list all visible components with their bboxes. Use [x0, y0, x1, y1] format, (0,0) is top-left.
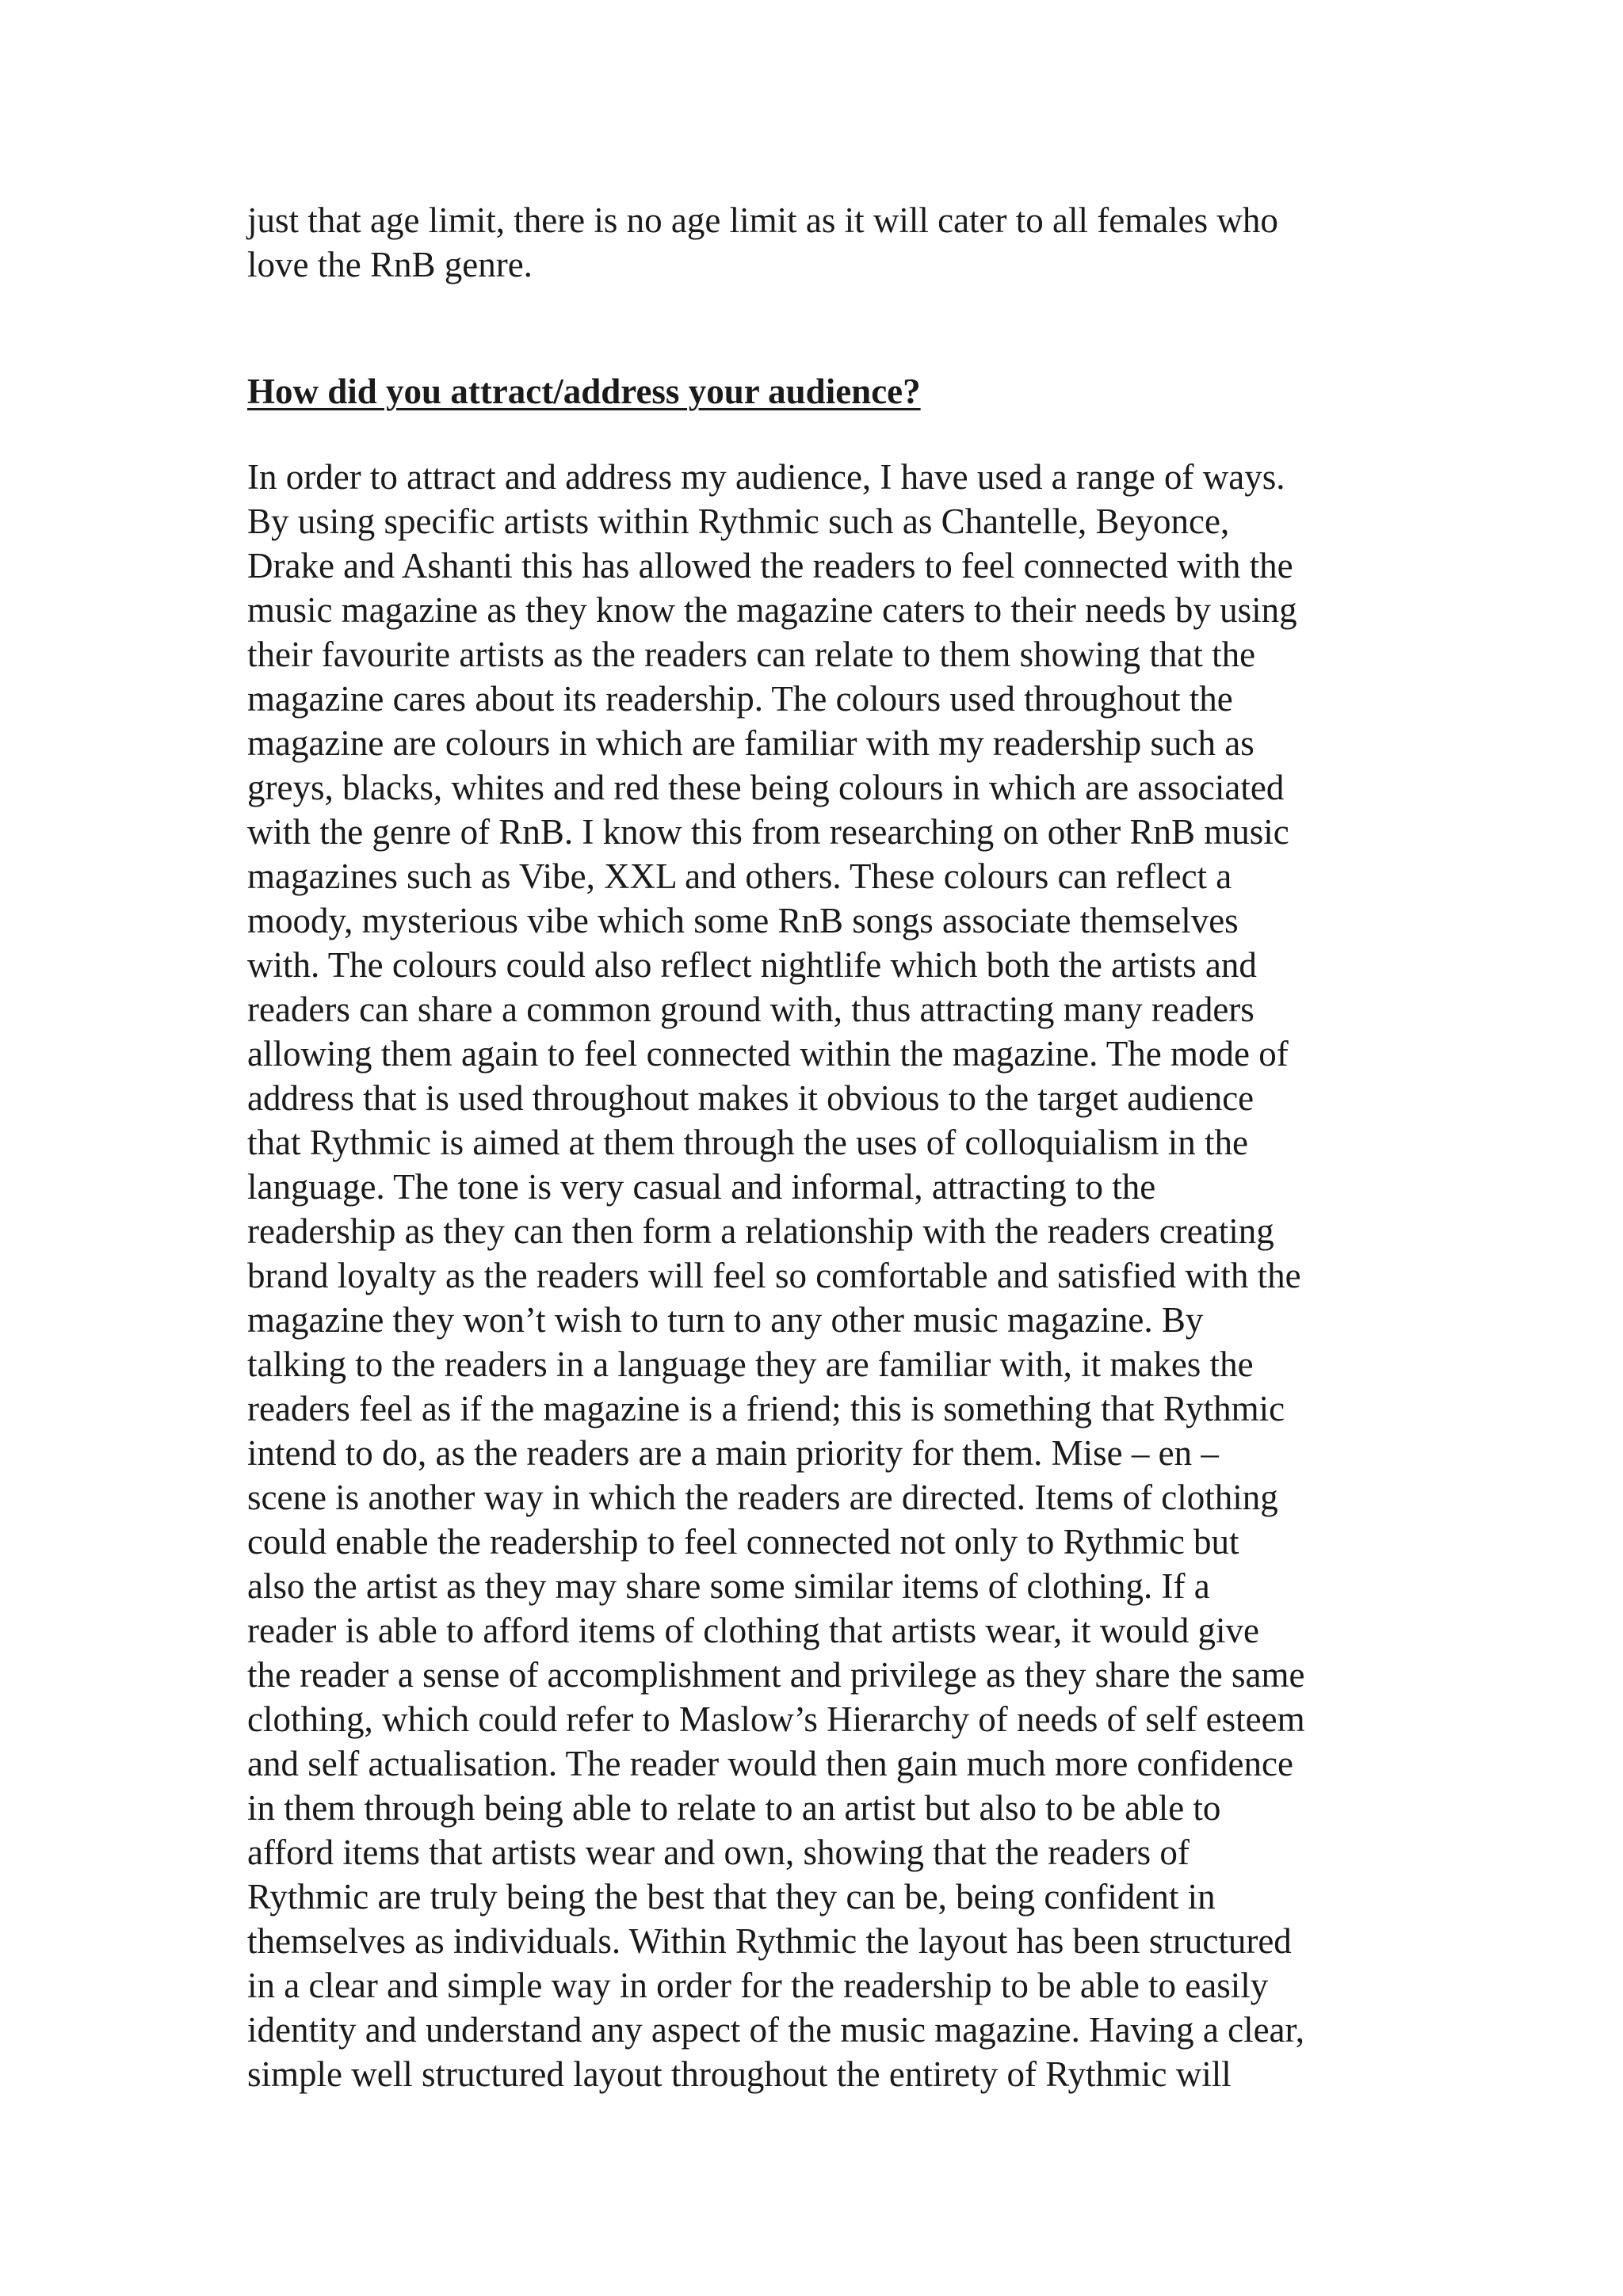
body-line: themselves as individuals. Within Rythmic the layout has been structured — [247, 1921, 1292, 1961]
body-line: also the artist as they may share some similar items of clothing. If a — [247, 1566, 1210, 1606]
body-line: and self actualisation. The reader would then gain much more confidence — [247, 1744, 1293, 1783]
body-line: magazine cares about its readership. The colours used throughout the — [247, 679, 1233, 719]
body-line: By using specific artists within Rythmic such as Chantelle, Beyonce, — [247, 502, 1230, 541]
body-line: identity and understand any aspect of the music magazine. Having a clear, — [247, 2010, 1304, 2050]
body-line: Rythmic are truly being the best that they can be, being confident in — [247, 1877, 1216, 1917]
body-line: that Rythmic is aimed at them through the uses of colloquialism in the — [247, 1123, 1248, 1162]
body-line: In order to attract and address my audience, I have used a range of ways. — [247, 457, 1285, 497]
body-line: scene is another way in which the readers are directed. Items of clothing — [247, 1478, 1278, 1517]
body-line: in a clear and simple way in order for the readership to be able to easily — [247, 1966, 1269, 2005]
body-line: could enable the readership to feel connected not only to Rythmic but — [247, 1522, 1239, 1562]
body-line: language. The tone is very casual and informal, attracting to the — [247, 1167, 1156, 1207]
body-line: in them through being able to relate to an artist but also to be able to — [247, 1788, 1221, 1828]
body-line: readers can share a common ground with, thus attracting many readers — [247, 990, 1254, 1029]
body-line: magazines such as Vibe, XXL and others. These colours can reflect a — [247, 856, 1232, 896]
body-line: readers feel as if the magazine is a friend; this is something that Rythmic — [247, 1389, 1285, 1428]
body-line: music magazine as they know the magazine caters to their needs by using — [247, 590, 1297, 630]
body-line: clothing, which could refer to Maslow’s Hierarchy of needs of self esteem — [247, 1699, 1305, 1739]
body-line: readership as they can then form a relationship with the readers creating — [247, 1211, 1274, 1251]
body-line: greys, blacks, whites and red these being colours in which are associated — [247, 768, 1285, 807]
body-line: brand loyalty as the readers will feel so comfortable and satisfied with the — [247, 1256, 1301, 1295]
body-line: with. The colours could also reflect nightlife which both the artists and — [247, 945, 1257, 985]
intro-line: just that age limit, there is no age limit as it will cater to all females who — [247, 200, 1278, 240]
body-line: allowing them again to feel connected within the magazine. The mode of — [247, 1034, 1289, 1074]
body-line: simple well structured layout throughout the entirety of Rythmic will — [247, 2054, 1232, 2094]
section-heading: How did you attract/address your audience? — [247, 372, 921, 411]
body-line: magazine they won’t wish to turn to any other music magazine. By — [247, 1300, 1204, 1340]
body-line: afford items that artists wear and own, showing that the readers of — [247, 1833, 1190, 1872]
intro-paragraph — [247, 198, 1404, 287]
body-paragraph — [247, 455, 1404, 2096]
body-line: Drake and Ashanti this has allowed the readers to feel connected with the — [247, 546, 1293, 585]
body-line: reader is able to afford items of clothing that artists wear, it would give — [247, 1611, 1260, 1650]
body-line: moody, mysterious vibe which some RnB songs associate themselves — [247, 901, 1239, 940]
body-line: address that is used throughout makes it obvious to the target audience — [247, 1078, 1254, 1118]
body-line: magazine are colours in which are familiar with my readership such as — [247, 723, 1254, 763]
body-line: talking to the readers in a language they are familiar with, it makes the — [247, 1344, 1254, 1384]
body-line: with the genre of RnB. I know this from researching on other RnB music — [247, 812, 1289, 852]
body-line: the reader a sense of accomplishment and privilege as they share the same — [247, 1655, 1305, 1695]
body-line: intend to do, as the readers are a main priority for them. Mise – en – — [247, 1433, 1219, 1473]
body-line: their favourite artists as the readers can relate to them showing that the — [247, 635, 1256, 674]
intro-line: love the RnB genre. — [247, 245, 533, 284]
